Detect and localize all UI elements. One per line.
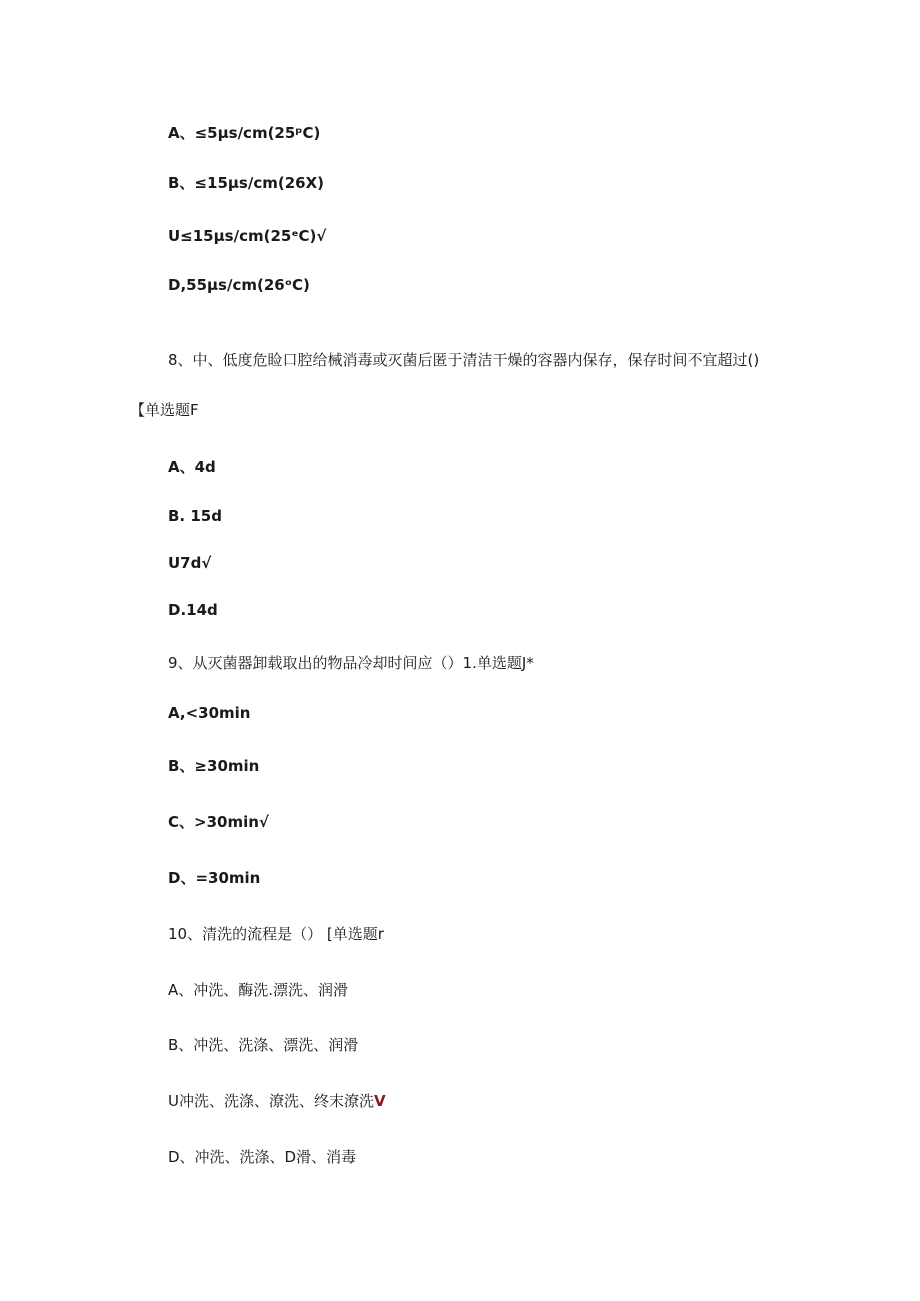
q9-option-a: A,<30min <box>168 704 251 722</box>
q8-option-c: U7d√ <box>168 554 212 572</box>
q8-question-text: 8、中、低度危睑口腔给械消毒或灭菌后匿于清洁干燥的容器内保存，保存时间不宜超过() <box>168 351 760 369</box>
q8-option-d: D.14d <box>168 601 218 619</box>
q7-option-d: D,55μs∕cm(26ᵒC) <box>168 276 310 294</box>
q7-option-b: B、≤15μs∕cm(26X) <box>168 174 324 192</box>
q10-option-d: D、冲洗、洗涤、D滑、消毒 <box>168 1148 357 1166</box>
q7-option-a: A、≤5μs∕cm(25ᵖC) <box>168 124 321 142</box>
q9-question-text: 9、从灭菌器卸载取出的物品冷却时间应（）1.单选题J* <box>168 654 534 672</box>
q10-option-b: B、冲洗、洗涤、漂洗、润滑 <box>168 1036 359 1054</box>
q10-option-c <box>168 1091 386 1111</box>
q10-option-a: A、冲洗、酶洗.漂洗、润滑 <box>168 981 349 999</box>
q8-type-tag: 【单选题F <box>130 401 199 419</box>
q10-question-text: 10、清洗的流程是（） [单选题r <box>168 925 384 943</box>
q8-option-b: B. 15d <box>168 507 222 525</box>
q9-option-d: D、=30min <box>168 869 261 887</box>
q10-option-c-text: U冲洗、洗涤、潦洗、终末潦洗 <box>168 1092 374 1110</box>
q9-option-b: B、≥30min <box>168 757 260 775</box>
q9-option-c: C、>30min√ <box>168 813 269 831</box>
q10-correct-mark: V <box>373 1092 386 1110</box>
q8-option-a: A、4d <box>168 458 216 476</box>
q7-option-c: U≤15μs∕cm(25ᵉC)√ <box>168 227 327 245</box>
